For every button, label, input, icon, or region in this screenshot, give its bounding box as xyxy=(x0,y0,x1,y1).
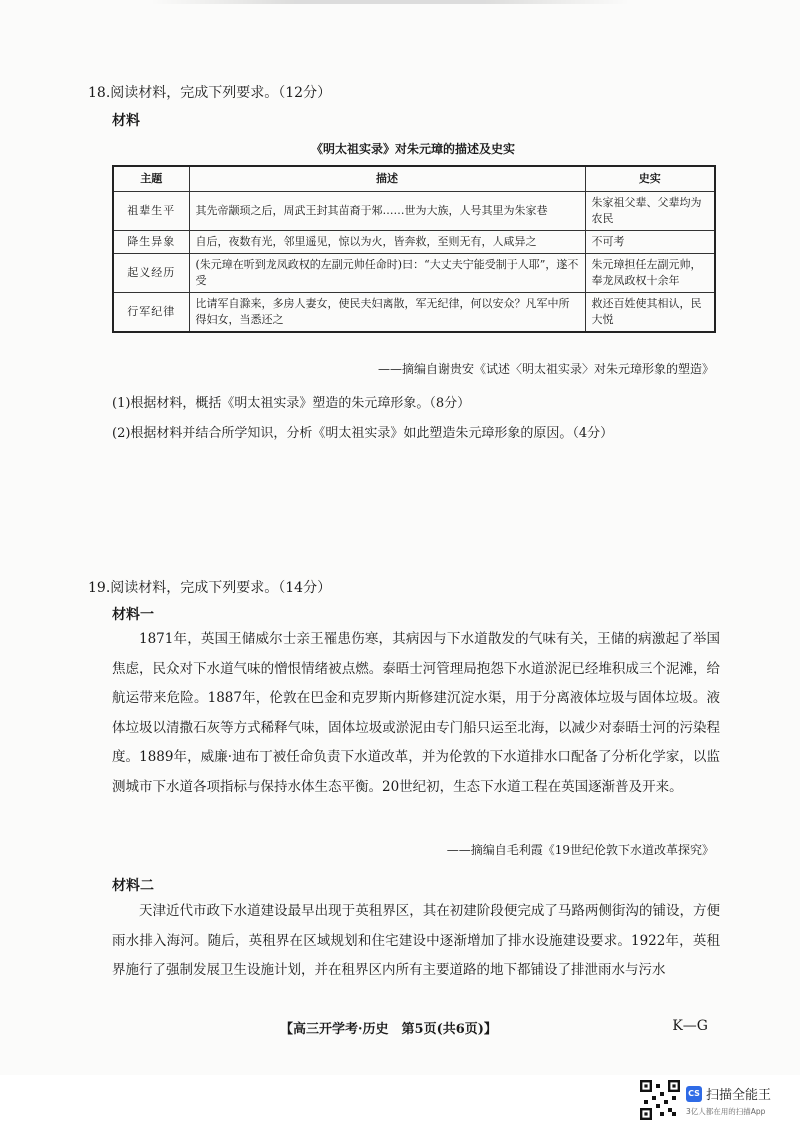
table-row xyxy=(113,231,715,254)
q18-material-label: 材料 xyxy=(112,113,140,129)
camscanner-name: 扫描全能王 xyxy=(706,1088,772,1103)
header-topic: 主题 xyxy=(113,166,189,192)
q19-material2-label: 材料二 xyxy=(112,878,154,894)
q18-question-1: (1)根据材料，概括《明太祖实录》塑造的朱元璋形象。（8分） xyxy=(112,396,471,411)
q19-material1-label: 材料一 xyxy=(112,607,154,623)
page-footer xyxy=(0,1018,800,1040)
row-fact: 救还百姓使其相认，民大悦 xyxy=(585,293,715,333)
table-row xyxy=(113,192,715,231)
row-topic: 祖辈生平 xyxy=(113,192,189,231)
table-header-row xyxy=(113,166,715,192)
q18-table-title: 《明太祖实录》对朱元璋的描述及史实 xyxy=(310,142,515,156)
qr-code-icon xyxy=(640,1080,680,1120)
scanner-watermark xyxy=(640,1080,790,1122)
row-fact: 不可考 xyxy=(585,231,715,254)
table-row xyxy=(113,254,715,293)
row-description: 自后，夜数有光，邻里遥见，惊以为火，皆奔救，至则无有，人咸异之 xyxy=(189,231,585,254)
q19-material1-text: 1871年，英国王储威尔士亲王罹患伤寒，其病因与下水道散发的气味有关，王储的病激起了举国焦虑，民众对下水道气味的憎恨情绪被点燃。泰晤士河管理局抱怨下水道淤泥已经堆积成三个泥滩，给航运带来危险。1887年，伦敦在巴金和克罗斯内斯修建沉淀水渠，用于分离液体垃圾与固体垃圾。液体垃圾以清撒石灰等方式稀释气味，固体垃圾或淤泥由专门船只运至北海，以减少对泰晤士河的污染程度。1889年，威廉·迪布丁被任命负责下水道改革，并为伦敦的下水道排水口配备了分析化学家，以监测城市下水道各项指标与保持水体生态平衡。20世纪初，生态下水道工程在英国逐渐普及开来。 xyxy=(112,631,720,795)
q19-source1: ——摘编自毛利霞《19世纪伦敦下水道改革探究》 xyxy=(446,843,714,857)
camscanner-logo: CS xyxy=(686,1086,702,1102)
footer-code: K—G xyxy=(672,1018,708,1034)
header-description: 描述 xyxy=(189,166,585,192)
q18-question-2: (2)根据材料并结合所学知识，分析《明太祖实录》如此塑造朱元璋形象的原因。（4分） xyxy=(112,426,614,441)
row-fact: 朱家祖父辈、父辈均为农民 xyxy=(585,192,715,231)
row-description: (朱元璋在听到龙凤政权的左副元帅任命时)曰：“大丈夫宁能受制于人耶”，遂不受 xyxy=(189,254,585,293)
row-topic: 降生异象 xyxy=(113,231,189,254)
q18-source: ——摘编自谢贵安《试述〈明太祖实录〉对朱元璋形象的塑造》 xyxy=(377,362,714,376)
footer-page-info: 【高三开学考·历史 第5页(共6页)】 xyxy=(280,1022,497,1037)
row-description: 比请军自滁来，多房人妻女，使民夫妇离散，军无纪律，何以安众？凡军中所得妇女，当悉还之 xyxy=(189,293,585,333)
q18-title: 18.阅读材料，完成下列要求。（12分） xyxy=(88,85,332,101)
history-table xyxy=(112,165,716,333)
table-row xyxy=(113,293,715,333)
scan-edge-mark xyxy=(150,0,630,4)
row-fact: 朱元璋担任左副元帅，奉龙凤政权十余年 xyxy=(585,254,715,293)
q19-title: 19.阅读材料，完成下列要求。（14分） xyxy=(88,580,332,596)
row-topic: 行军纪律 xyxy=(113,293,189,333)
row-description: 其先帝颛顼之后，周武王封其苗裔于邾……世为大族，人号其里为朱家巷 xyxy=(189,192,585,231)
row-topic: 起义经历 xyxy=(113,254,189,293)
header-fact: 史实 xyxy=(585,166,715,192)
camscanner-tagline: 3亿人都在用的扫描App xyxy=(686,1107,766,1116)
q19-material2-text: 天津近代市政下水道建设最早出现于英租界区，其在初建阶段便完成了马路两侧街沟的铺设，方便雨水排入海河。随后，英租界在区域规划和住宅建设中逐渐增加了排水设施建设要求。1922年，英租界施行了强制发展卫生设施计划，并在租界区内所有主要道路的地下都铺设了排泄雨水与污水 xyxy=(112,903,720,978)
